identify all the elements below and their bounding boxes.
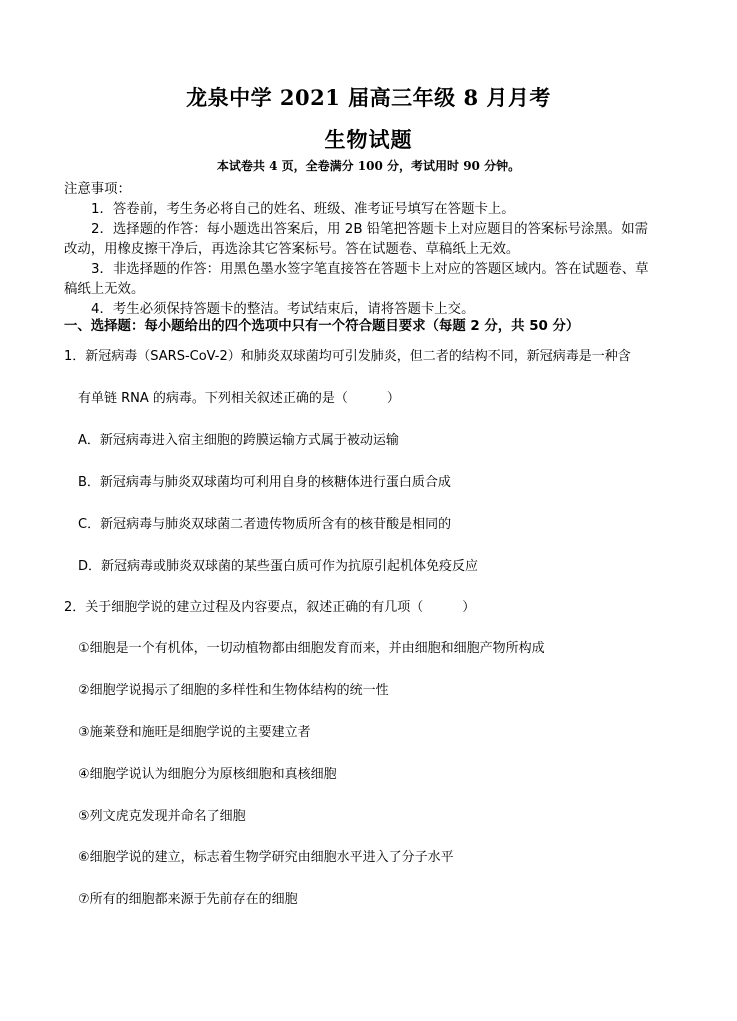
q1-option-b: B．新冠病毒与肺炎双球菌均可利用自身的核糖体进行蛋白质合成 <box>78 475 451 490</box>
q2-statement-2: ②细胞学说揭示了细胞的多样性和生物体结构的统一性 <box>78 683 389 698</box>
q1-option-d: D．新冠病毒或肺炎双球菌的某些蛋白质可作为抗原引起机体免疫反应 <box>78 559 479 574</box>
notes-block <box>64 180 676 320</box>
note-item-2-line-2: 改动，用橡皮擦干净后，再选涂其它答案标号。答在试题卷、草稿纸上无效。 <box>64 242 520 257</box>
q2-statement-4: ④细胞学说认为细胞分为原核细胞和真核细胞 <box>78 767 337 782</box>
q2-statement-6: ⑥细胞学说的建立，标志着生物学研究由细胞水平进入了分子水平 <box>78 850 454 865</box>
note-item-3-line-2: 稿纸上无效。 <box>64 282 145 297</box>
q2-statement-5: ⑤列文虎克发现并命名了细胞 <box>78 809 246 824</box>
q1-stem-line-1: 1．新冠病毒（SARS-CoV-2）和肺炎双球菌均可引发肺炎，但二者的结构不同，新冠病毒是一种含 <box>64 349 631 364</box>
note-item-4: 4．考生必须保持答题卡的整洁。考试结束后，请将答题卡上交。 <box>91 302 475 317</box>
q1-option-a: A．新冠病毒进入宿主细胞的跨膜运输方式属于被动运输 <box>78 433 399 448</box>
exam-title: 龙泉中学 2021 届高三年级 8 月月考 <box>186 85 551 110</box>
note-item-2-line-1: 2．选择题的作答：每小题选出答案后，用 2B 铅笔把答题卡上对应题目的答案标号涂黑。如需 <box>91 222 648 237</box>
q1-option-c: C．新冠病毒与肺炎双球菌二者遗传物质所含有的核苷酸是相同的 <box>78 517 452 532</box>
q2-statement-3: ③施莱登和施旺是细胞学说的主要建立者 <box>78 725 311 740</box>
note-item-3-line-1: 3．非选择题的作答：用黑色墨水签字笔直接答在答题卡上对应的答题区域内。答在试题卷、草 <box>91 262 649 277</box>
notes-heading: 注意事项： <box>64 182 131 197</box>
note-item-1: 1．答卷前，考生务必将自己的姓名、班级、准考证号填写在答题卡上。 <box>91 202 515 217</box>
q2-stem: 2．关于细胞学说的建立过程及内容要点，叙述正确的有几项（ ） <box>64 600 476 615</box>
q1-stem-line-2: 有单链 RNA 的病毒。下列相关叙述正确的是（ ） <box>78 391 400 406</box>
q2-statement-7: ⑦所有的细胞都来源于先前存在的细胞 <box>78 892 298 907</box>
subject-title: 生物试题 <box>324 127 413 152</box>
exam-info: 本试卷共 4 页，全卷满分 100 分，考试用时 90 分钟。 <box>216 159 521 173</box>
section-heading: 一、选择题：每小题给出的四个选项中只有一个符合题目要求（每题 2 分，共 50 分） <box>64 319 580 334</box>
q2-statement-1: ①细胞是一个有机体，一切动植物都由细胞发育而来，并由细胞和细胞产物所构成 <box>78 641 545 656</box>
